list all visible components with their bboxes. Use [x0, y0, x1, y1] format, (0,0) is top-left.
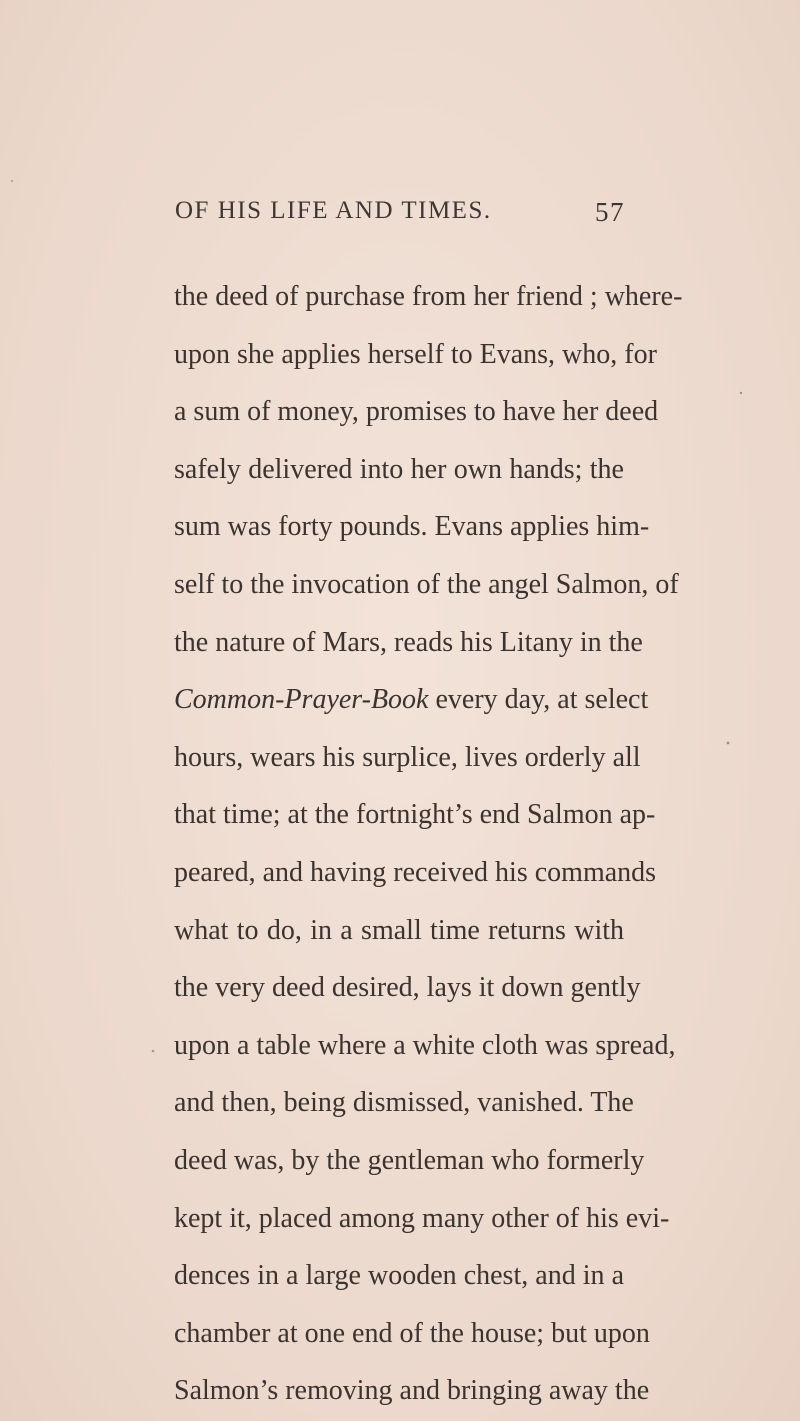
text-line: chamber at one end of the house; but upon — [174, 1317, 650, 1349]
paper-speck — [11, 180, 13, 182]
text-line: deed was, by the gentleman who formerly — [174, 1144, 645, 1176]
text-line: that time; at the fortnight’s end Salmon ap- — [174, 799, 656, 831]
paper-speck — [727, 742, 730, 745]
text-line-with-italic: Common-Prayer-Book every day, at select — [174, 684, 649, 716]
text-line: upon she applies herself to Evans, who, for — [174, 338, 657, 370]
text-line: upon a table where a white cloth was spread, — [174, 1029, 676, 1061]
text-line: peared, and having received his commands — [174, 856, 657, 888]
text-line: kept it, placed among many other of his evi- — [174, 1202, 670, 1234]
text-line: hours, wears his surplice, lives orderly all — [174, 741, 641, 773]
text-line: dences in a large wooden chest, and in a — [174, 1260, 624, 1292]
text-line: what to do, in a small time returns with — [174, 914, 624, 946]
page-number: 57 — [595, 197, 625, 227]
text-line: the nature of Mars, reads his Litany in the — [174, 626, 643, 658]
running-head — [175, 197, 625, 237]
text-line: sum was forty pounds. Evans applies him- — [174, 511, 650, 543]
running-head-title: OF HIS LIFE AND TIMES. — [175, 197, 492, 224]
text-line: a sum of money, promises to have her deed — [174, 396, 659, 428]
text-line: the very deed desired, lays it down gently — [174, 972, 641, 1004]
text-line: the deed of purchase from her friend ; where- — [174, 281, 683, 312]
text-line: Salmon’s removing and bringing away the — [174, 1375, 650, 1407]
text-line: and then, being dismissed, vanished. The — [174, 1087, 634, 1119]
italic-title: Common-Prayer-Book — [174, 684, 429, 716]
paper-speck — [152, 1050, 155, 1053]
text-line: safely delivered into her own hands; the — [174, 453, 624, 485]
text-line: self to the invocation of the angel Salmon, of — [174, 568, 679, 600]
paper-speck — [740, 392, 742, 394]
body-text — [174, 268, 683, 1420]
